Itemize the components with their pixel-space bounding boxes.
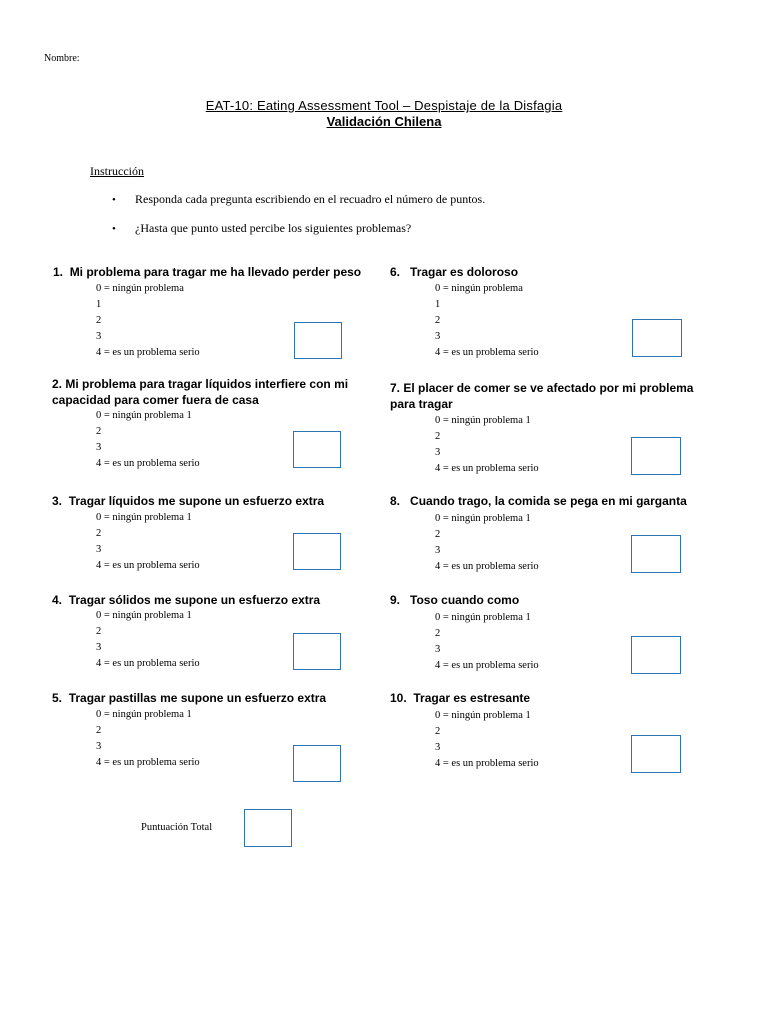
option: 2	[435, 431, 441, 442]
instructions-heading: Instrucción	[90, 164, 144, 178]
question-text: Tragar es doloroso	[410, 265, 519, 279]
question-5-options	[96, 707, 200, 771]
question-number: 4.	[52, 593, 63, 607]
answer-box-1[interactable]	[294, 322, 342, 359]
question-number: 1.	[53, 265, 64, 279]
answer-box-6[interactable]	[632, 319, 682, 357]
question-number: 3.	[52, 494, 63, 508]
option: 2	[435, 315, 441, 326]
answer-box-9[interactable]	[631, 636, 681, 674]
question-10-title	[390, 690, 720, 706]
question-7-title	[390, 380, 715, 412]
option: 2	[96, 528, 102, 539]
option: 4 = es un problema serio	[96, 658, 200, 669]
question-text: Tragar es estresante	[413, 691, 531, 705]
option: 3	[435, 742, 441, 753]
question-number: 8.	[390, 494, 401, 508]
option: 4 = es un problema serio	[435, 758, 539, 769]
question-text: Tragar sólidos me supone un esfuerzo extra	[68, 593, 321, 607]
question-8-options	[435, 511, 539, 575]
question-text: Tragar líquidos me supone un esfuerzo extra	[68, 494, 325, 508]
option: 4 = es un problema serio	[435, 561, 539, 572]
name-label: Nombre:	[44, 53, 80, 64]
option: 0 = ningún problema 1	[435, 513, 531, 524]
question-number: 6.	[390, 265, 401, 279]
question-10-options	[435, 708, 539, 772]
instruction-bullet	[112, 221, 411, 236]
total-score-label: Puntuación Total	[141, 822, 213, 833]
title-line-2: Validación Chilena	[326, 114, 442, 129]
question-4-options	[96, 608, 200, 672]
question-2-options	[96, 408, 200, 472]
answer-box-10[interactable]	[631, 735, 681, 773]
option: 4 = es un problema serio	[435, 660, 539, 671]
option: 2	[96, 725, 102, 736]
option: 0 = ningún problema	[435, 283, 523, 294]
question-number: 10.	[390, 691, 407, 705]
option: 0 = ningún problema 1	[96, 610, 192, 621]
question-number: 7.	[390, 381, 401, 395]
question-number: 5.	[52, 691, 63, 705]
question-5-title	[52, 690, 382, 706]
option: 2	[96, 626, 102, 637]
option: 2	[435, 529, 441, 540]
option: 3	[96, 442, 102, 453]
question-number: 9.	[390, 593, 401, 607]
question-6-title	[390, 264, 720, 280]
question-3-options	[96, 510, 200, 574]
option: 3	[435, 644, 441, 655]
option: 0 = ningún problema 1	[435, 710, 531, 721]
option: 3	[96, 331, 102, 342]
question-1-title	[53, 264, 383, 280]
question-3-title	[52, 493, 382, 509]
option: 1	[435, 299, 441, 310]
option: 4 = es un problema serio	[96, 458, 200, 469]
bullet-icon: •	[112, 223, 116, 235]
answer-box-4[interactable]	[293, 633, 341, 670]
question-2-title	[52, 376, 377, 408]
option: 2	[96, 315, 102, 326]
question-text: Cuando trago, la comida se pega en mi garganta	[410, 494, 687, 508]
question-9-title	[390, 592, 720, 608]
bullet-icon: •	[112, 194, 116, 206]
option: 2	[435, 628, 441, 639]
option: 4 = es un problema serio	[96, 560, 200, 571]
question-9-options	[435, 610, 539, 674]
option: 3	[435, 331, 441, 342]
option: 2	[96, 426, 102, 437]
option: 4 = es un problema serio	[435, 347, 539, 358]
question-text: El placer de comer se ve afectado por mi problema para tragar	[390, 381, 694, 411]
option: 3	[435, 545, 441, 556]
option: 3	[435, 447, 441, 458]
option: 4 = es un problema serio	[96, 757, 200, 768]
option: 2	[435, 726, 441, 737]
question-number: 2.	[52, 377, 63, 391]
option: 4 = es un problema serio	[96, 347, 200, 358]
answer-box-2[interactable]	[293, 431, 341, 468]
answer-box-3[interactable]	[293, 533, 341, 570]
option: 0 = ningún problema 1	[435, 612, 531, 623]
question-7-options	[435, 413, 539, 477]
instruction-bullet	[112, 192, 485, 207]
answer-box-5[interactable]	[293, 745, 341, 782]
total-score-box[interactable]	[244, 809, 292, 847]
question-text: Mi problema para tragar líquidos interfiere con mi capacidad para comer fuera de casa	[52, 377, 349, 407]
option: 0 = ningún problema 1	[96, 410, 192, 421]
option: 3	[96, 642, 102, 653]
option: 0 = ningún problema 1	[96, 709, 192, 720]
document-title	[0, 98, 768, 130]
question-text: Toso cuando como	[410, 593, 520, 607]
option: 0 = ningún problema 1	[435, 415, 531, 426]
answer-box-8[interactable]	[631, 535, 681, 573]
answer-box-7[interactable]	[631, 437, 681, 475]
option: 3	[96, 741, 102, 752]
question-8-title	[390, 493, 720, 509]
question-6-options	[435, 281, 539, 361]
option: 4 = es un problema serio	[435, 463, 539, 474]
option: 0 = ningún problema 1	[96, 512, 192, 523]
instruction-text: ¿Hasta que punto usted percibe los siguientes problemas?	[135, 221, 412, 235]
title-line-1: EAT-10: Eating Assessment Tool – Despistaje de la Disfagia	[205, 98, 563, 113]
option: 1	[96, 299, 102, 310]
question-1-options	[96, 281, 200, 361]
question-text: Tragar pastillas me supone un esfuerzo extra	[68, 691, 327, 705]
question-4-title	[52, 592, 382, 608]
option: 3	[96, 544, 102, 555]
instruction-text: Responda cada pregunta escribiendo en el recuadro el número de puntos.	[135, 192, 486, 206]
question-text: Mi problema para tragar me ha llevado perder peso	[69, 265, 362, 279]
option: 0 = ningún problema	[96, 283, 184, 294]
